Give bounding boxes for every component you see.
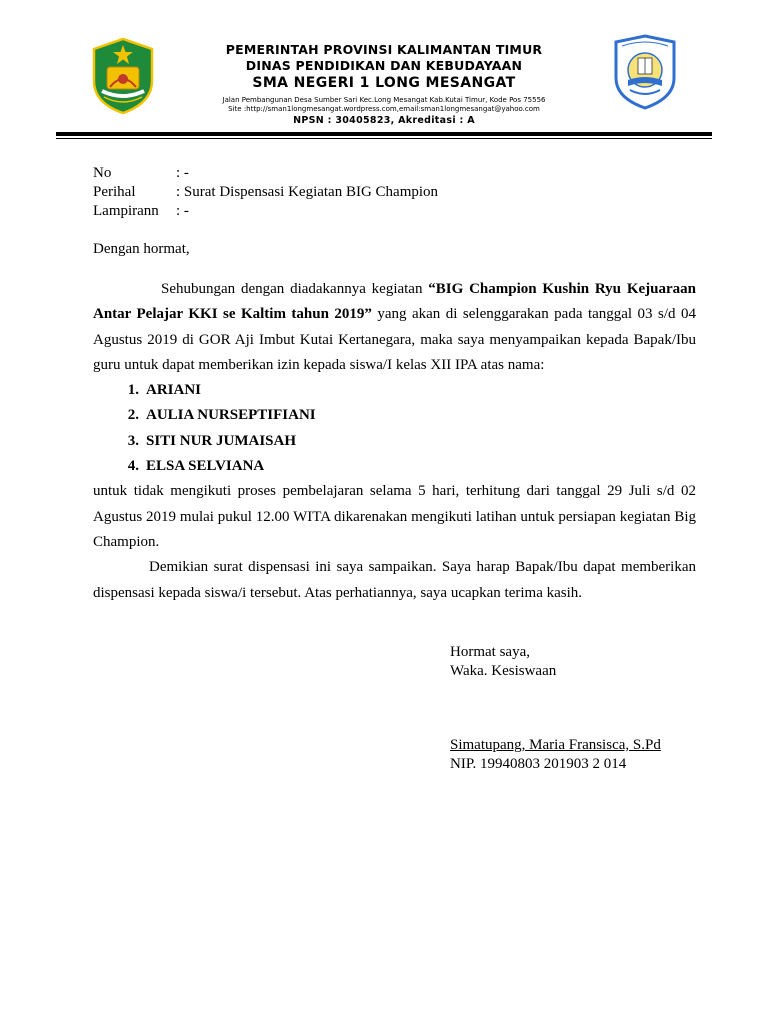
letterhead-divider-thin [56,138,712,139]
intro-text-b: yang akan di selenggarakan pada tanggal 03 s/d 04 Agustus 2019 di GOR Aji Imbut Kutai Kertanegara, maka saya menyampaikan kepada Bapak/Ibu guru untuk dapat memberikan izin kepada siswa/I kelas XII IPA atas nama: [93,306,696,373]
student-list [93,378,696,479]
event-name: “BIG Champion Kushin Ryu Kejuaraan Antar Pelajar KKI se Kaltim tahun 2019” [93,281,696,323]
signer-title: Waka. Kesiswaan [450,663,557,679]
list-number: 2. [127,407,139,424]
provincial-emblem-logo [90,37,156,115]
school-name: SMA NEGERI 1 LONG MESANGAT [252,75,516,91]
letter-body [93,277,696,606]
attachment-label: Lampirann [93,203,159,219]
list-item [93,429,696,454]
intro-text-a: Sehubungan dengan diadakannya kegiatan [161,281,429,297]
paragraph-closing: Demikian surat dispensasi ini saya sampaikan. Saya harap Bapak/Ibu dapat memberikan dispensasi kepada siswa/i tersebut. Atas perhatiannya, saya ucapkan terima kasih. [93,559,696,601]
letterhead-divider-thick [56,132,712,136]
department-name: DINAS PENDIDIKAN DAN KEBUDAYAAN [245,58,523,73]
school-emblem-logo [612,34,678,110]
greeting: Dengan hormat, [93,241,190,257]
letter-meta [93,164,438,221]
signature-block [450,643,661,774]
school-npsn: NPSN : 30405823, Akreditasi : A [293,115,475,126]
student-name: ELSA SELVIANA [146,458,265,475]
school-site-email: Site :http://sman1longmesangat.wordpress.com,email:sman1longmesangat@yahoo.com [228,105,540,113]
meta-row-subject [93,183,438,202]
student-name: ARIANI [146,382,202,399]
number-value: : - [176,165,189,181]
subject-label: Perihal [93,184,136,200]
number-label: No [93,165,112,181]
paragraph-intro [93,277,696,378]
list-number: 3. [127,432,139,449]
subject-value: : Surat Dispensasi Kegiatan BIG Champion [176,184,439,200]
government-name: PEMERINTAH PROVINSI KALIMANTAN TIMUR [225,42,543,57]
student-name: SITI NUR JUMAISAH [146,432,297,449]
student-name: AULIA NURSEPTIFIANI [146,407,316,424]
meta-row-number [93,164,438,183]
list-number: 4. [127,458,139,475]
list-number: 1. [127,382,139,399]
closing-salutation: Hormat saya, [450,644,530,660]
attachment-value: : - [176,203,189,219]
meta-row-attachment [93,202,438,221]
list-item [93,403,696,428]
school-address: Jalan Pembangunan Desa Sumber Sari Kec.Long Mesangat Kab.Kutai Timur, Kode Pos 75556 [222,96,546,104]
list-item [93,378,696,403]
signer-nip: NIP. 19940803 201903 2 014 [450,756,627,772]
list-item [93,454,696,479]
paragraph-dispensation: untuk tidak mengikuti proses pembelajaran selama 5 hari, terhitung dari tanggal 29 Juli s/d 02 Agustus 2019 mulai pukul 12.00 WITA dikarenakan mengikuti latihan untuk persiapan kegiatan Big Champion. [93,483,696,550]
signer-name: Simatupang, Maria Fransisca, S.Pd [450,737,661,753]
letterhead [184,42,584,128]
